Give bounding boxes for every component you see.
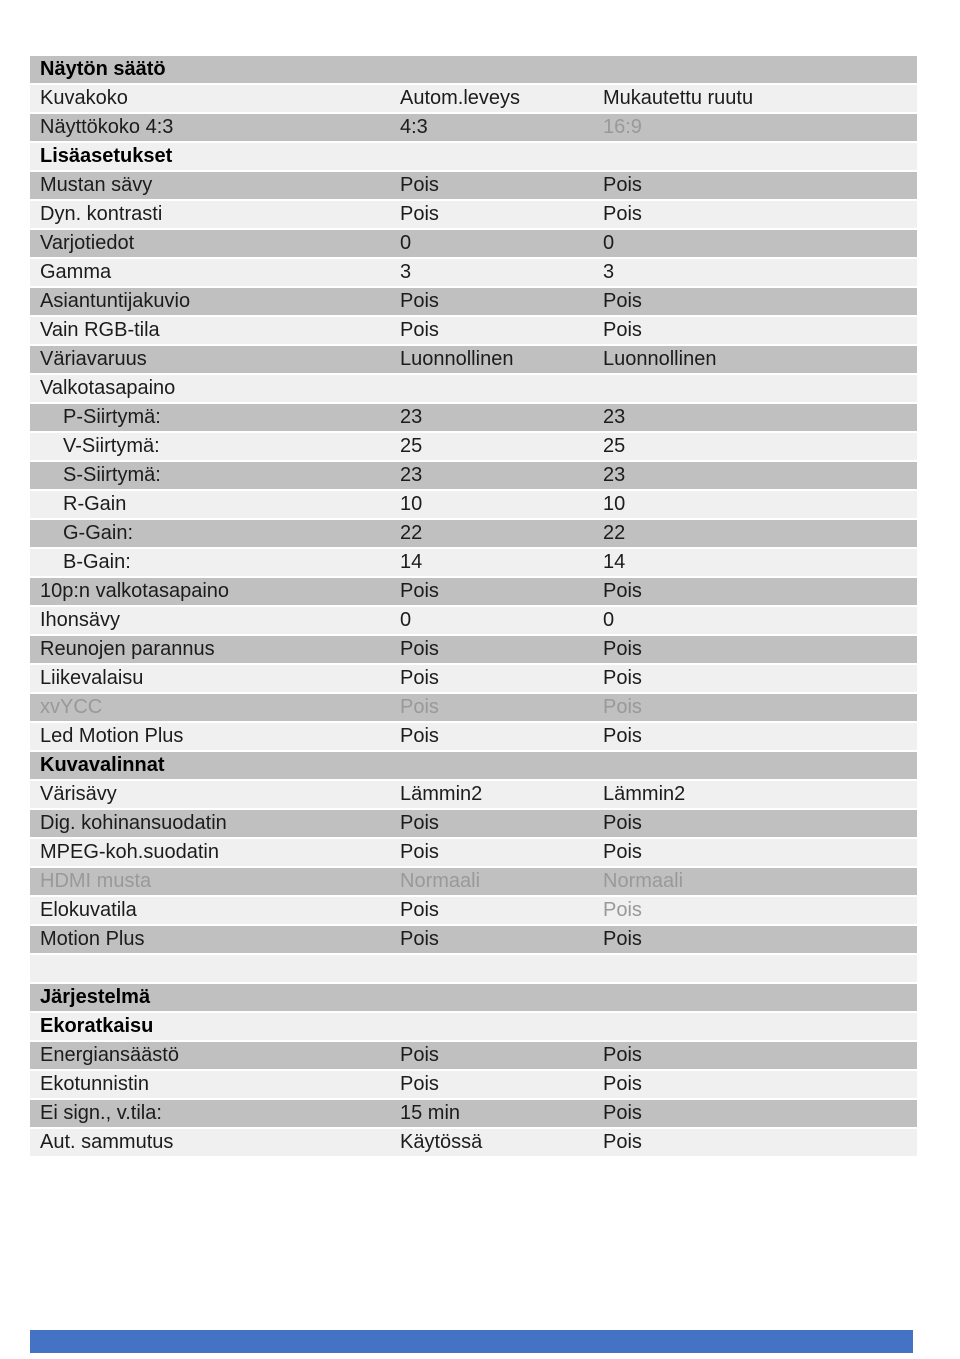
table-row <box>30 636 917 663</box>
setting-value-2: 23 <box>603 406 626 428</box>
setting-label: Led Motion Plus <box>40 725 184 747</box>
setting-label: xvYCC <box>40 696 103 718</box>
setting-value-2: 0 <box>603 232 615 254</box>
settings-table <box>30 56 917 1158</box>
setting-label: Varjotiedot <box>40 232 135 254</box>
table-row <box>30 317 917 344</box>
setting-value-1: 0 <box>400 232 412 254</box>
setting-value-1: 0 <box>400 609 412 631</box>
section-header-row <box>30 56 917 83</box>
setting-value-2: 14 <box>603 551 626 573</box>
setting-value-2: 0 <box>603 609 615 631</box>
setting-value-1: Pois <box>400 1044 439 1066</box>
setting-value-1: Pois <box>400 725 439 747</box>
table-row <box>30 201 917 228</box>
setting-value-1: Käytössä <box>400 1131 483 1153</box>
setting-value-2: Lämmin2 <box>603 783 686 805</box>
setting-label: Ihonsävy <box>40 609 121 631</box>
setting-label: Näyttökoko 4:3 <box>40 116 174 138</box>
setting-value-1: Pois <box>400 899 439 921</box>
setting-value-1: 14 <box>400 551 423 573</box>
setting-value-2: Pois <box>603 1044 642 1066</box>
setting-value-2: Pois <box>603 928 642 950</box>
setting-value-2: Pois <box>603 203 642 225</box>
table-row <box>30 810 917 837</box>
setting-label: V-Siirtymä: <box>63 435 160 457</box>
setting-label: Ei sign., v.tila: <box>40 1102 162 1124</box>
setting-label: Kuvakoko <box>40 87 128 109</box>
setting-value-1: Pois <box>400 841 439 863</box>
table-row <box>30 114 917 141</box>
setting-label: HDMI musta <box>40 870 152 892</box>
setting-value-2: Pois <box>603 1102 642 1124</box>
setting-label: P-Siirtymä: <box>63 406 161 428</box>
setting-label: 10p:n valkotasapaino <box>40 580 230 602</box>
setting-value-2: Normaali <box>603 870 684 892</box>
setting-value-1: 23 <box>400 406 423 428</box>
table-row <box>30 346 917 373</box>
table-row <box>30 694 917 721</box>
setting-label: Värisävy <box>40 783 117 805</box>
table-row <box>30 578 917 605</box>
setting-value-1: 22 <box>400 522 423 544</box>
table-row <box>30 85 917 112</box>
setting-label: B-Gain: <box>63 551 131 573</box>
table-row <box>30 781 917 808</box>
setting-value-1: Pois <box>400 1073 439 1095</box>
setting-value-1: Pois <box>400 928 439 950</box>
setting-value-2: Pois <box>603 1131 642 1153</box>
setting-value-1: Pois <box>400 638 439 660</box>
setting-label: Asiantuntijakuvio <box>40 290 191 312</box>
setting-value-2: Pois <box>603 1073 642 1095</box>
table-row <box>30 1129 917 1156</box>
setting-label: Ekoratkaisu <box>40 1015 154 1037</box>
table-row <box>30 172 917 199</box>
setting-value-2: Pois <box>603 290 642 312</box>
table-row <box>30 520 917 547</box>
setting-label: Dig. kohinansuodatin <box>40 812 227 834</box>
setting-value-1: 10 <box>400 493 423 515</box>
setting-label: S-Siirtymä: <box>63 464 161 486</box>
setting-label: Väriavaruus <box>40 348 147 370</box>
setting-value-2: 23 <box>603 464 626 486</box>
setting-label: R-Gain <box>63 493 127 515</box>
setting-label: Kuvavalinnat <box>40 754 165 776</box>
setting-label: Aut. sammutus <box>40 1131 174 1153</box>
setting-value-1: 4:3 <box>400 116 428 138</box>
table-row <box>30 549 917 576</box>
setting-value-2: Pois <box>603 638 642 660</box>
section-header-row <box>30 752 917 779</box>
section-header-row <box>30 1013 917 1040</box>
setting-value-1: 23 <box>400 464 423 486</box>
setting-value-1: Pois <box>400 319 439 341</box>
setting-value-2: 3 <box>603 261 615 283</box>
setting-value-2: 25 <box>603 435 626 457</box>
setting-label: Elokuvatila <box>40 899 137 921</box>
setting-value-1: Pois <box>400 667 439 689</box>
setting-label: Energiansäästö <box>40 1044 179 1066</box>
table-row <box>30 259 917 286</box>
spacer-row <box>30 955 917 982</box>
table-row <box>30 868 917 895</box>
table-row <box>30 607 917 634</box>
table-row <box>30 1071 917 1098</box>
section-header-row <box>30 984 917 1011</box>
setting-value-2: Pois <box>603 696 642 718</box>
table-row <box>30 665 917 692</box>
footer-blue-bar <box>30 1330 913 1353</box>
setting-label: Valkotasapaino <box>40 377 176 399</box>
table-row <box>30 897 917 924</box>
setting-value-1: 25 <box>400 435 423 457</box>
setting-label: Näytön säätö <box>40 58 166 80</box>
setting-value-2: Pois <box>603 580 642 602</box>
section-header-row <box>30 143 917 170</box>
setting-value-1: Normaali <box>400 870 481 892</box>
setting-label: Liikevalaisu <box>40 667 144 689</box>
table-row <box>30 462 917 489</box>
table-row <box>30 926 917 953</box>
setting-value-1: Luonnollinen <box>400 348 514 370</box>
setting-value-2: 16:9 <box>603 116 642 138</box>
table-row <box>30 1100 917 1127</box>
table-row <box>30 433 917 460</box>
setting-label: Reunojen parannus <box>40 638 215 660</box>
setting-value-1: 15 min <box>400 1102 461 1124</box>
setting-label: Vain RGB-tila <box>40 319 160 341</box>
setting-value-1: 3 <box>400 261 412 283</box>
setting-value-1: Pois <box>400 580 439 602</box>
setting-value-2: Luonnollinen <box>603 348 717 370</box>
setting-value-2: 10 <box>603 493 626 515</box>
setting-label: G-Gain: <box>63 522 134 544</box>
setting-value-2: Pois <box>603 899 642 921</box>
setting-value-2: Pois <box>603 319 642 341</box>
setting-label: Ekotunnistin <box>40 1073 149 1095</box>
setting-value-1: Lämmin2 <box>400 783 483 805</box>
setting-value-2: Pois <box>603 174 642 196</box>
setting-value-1: Pois <box>400 174 439 196</box>
table-row <box>30 491 917 518</box>
setting-value-2: Mukautettu ruutu <box>603 87 754 109</box>
setting-label: Lisäasetukset <box>40 145 173 167</box>
setting-value-2: Pois <box>603 841 642 863</box>
setting-value-2: Pois <box>603 667 642 689</box>
setting-label: Mustan sävy <box>40 174 153 196</box>
table-row <box>30 1042 917 1069</box>
setting-label: Järjestelmä <box>40 986 151 1008</box>
table-row <box>30 404 917 431</box>
setting-value-2: 22 <box>603 522 626 544</box>
table-row <box>30 723 917 750</box>
table-row <box>30 839 917 866</box>
setting-label: MPEG-koh.suodatin <box>40 841 219 863</box>
setting-value-1: Pois <box>400 696 439 718</box>
table-row <box>30 288 917 315</box>
setting-label: Motion Plus <box>40 928 145 950</box>
setting-value-1: Pois <box>400 812 439 834</box>
table-row <box>30 230 917 257</box>
setting-value-1: Pois <box>400 290 439 312</box>
setting-label: Dyn. kontrasti <box>40 203 163 225</box>
setting-value-2: Pois <box>603 725 642 747</box>
setting-value-1: Pois <box>400 203 439 225</box>
table-row <box>30 375 917 402</box>
setting-value-2: Pois <box>603 812 642 834</box>
setting-value-1: Autom.leveys <box>400 87 521 109</box>
setting-label: Gamma <box>40 261 112 283</box>
